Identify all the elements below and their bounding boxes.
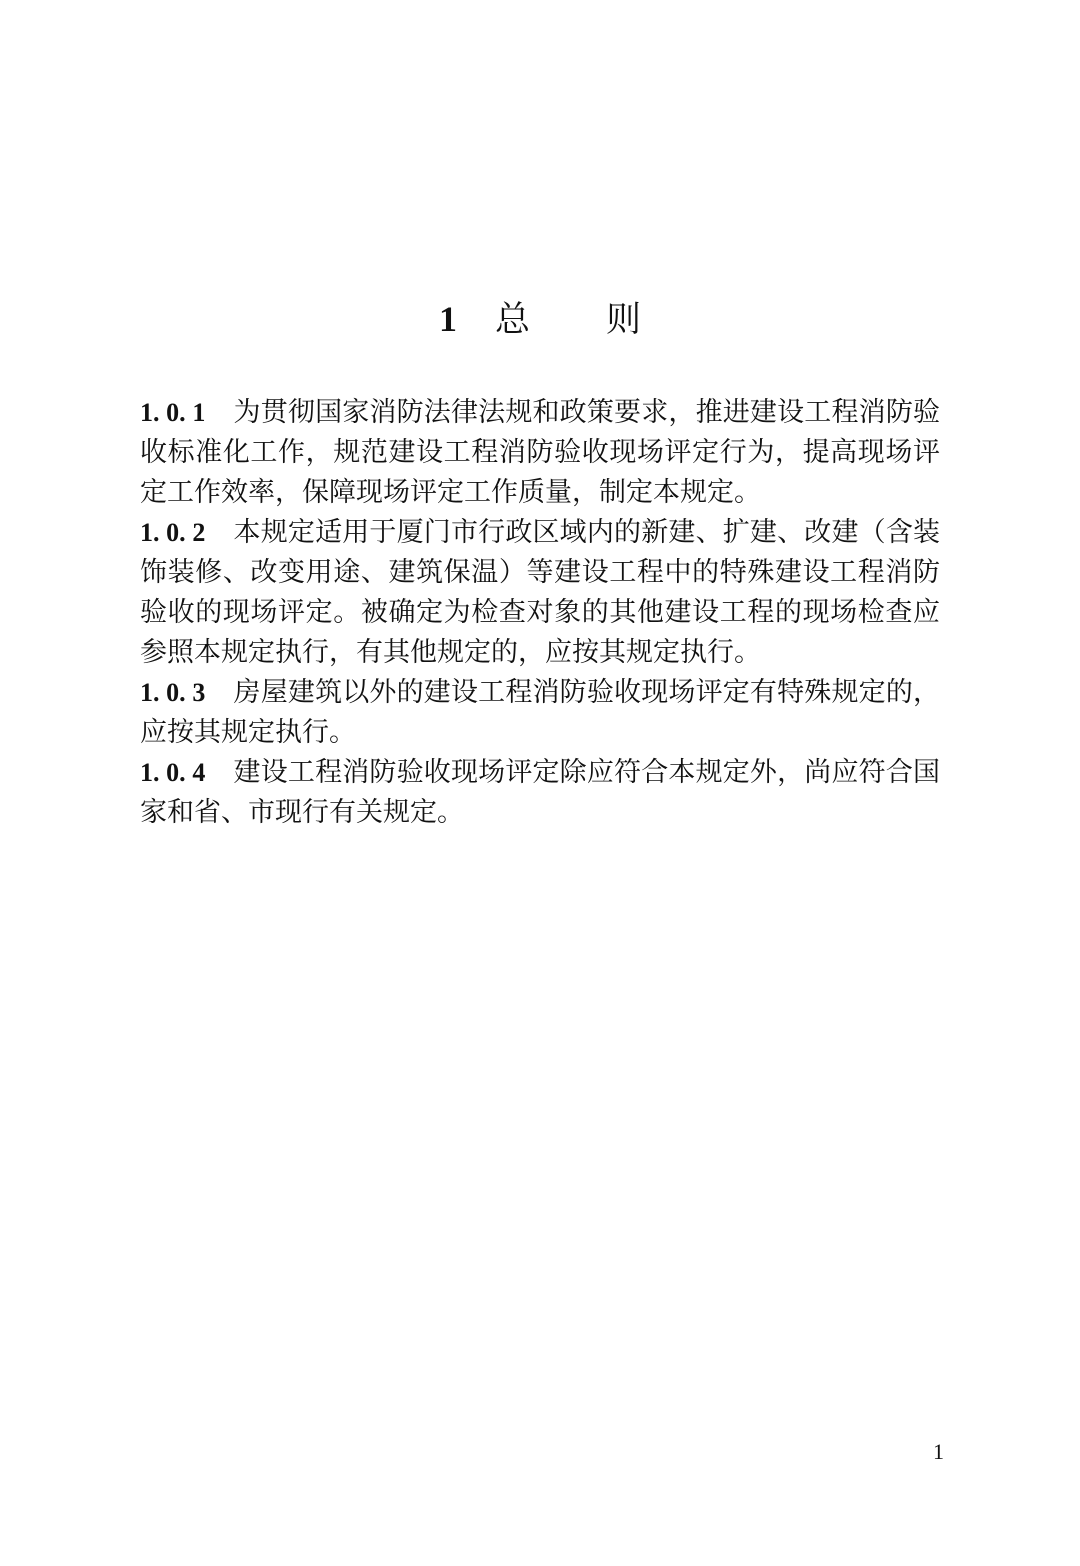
clause-1-0-1 bbox=[140, 393, 940, 513]
chapter-title-word-1: 总 bbox=[494, 300, 530, 340]
clause-1-0-3 bbox=[140, 673, 940, 753]
clause-text: 建设工程消防验收现场评定除应符合本规定外，尚应符合国家和省、市现行有关规定。 bbox=[140, 757, 941, 828]
clause-1-0-2 bbox=[140, 513, 940, 673]
page-number: 1 bbox=[933, 1439, 944, 1464]
clause-number: 1. 0. 4 bbox=[140, 758, 206, 787]
clause-text: 房屋建筑以外的建设工程消防验收现场评定有特殊规定的，应按其规定执行。 bbox=[140, 677, 941, 748]
clause-list bbox=[140, 393, 940, 833]
clause-number: 1. 0. 3 bbox=[140, 678, 206, 707]
chapter-number: 1 bbox=[438, 299, 457, 339]
clause-text: 为贯彻国家消防法律法规和政策要求，推进建设工程消防验收标准化工作，规范建设工程消防验收现场评定行为，提高现场评定工作效率，保障现场评定工作质量，制定本规定。 bbox=[140, 397, 941, 508]
clause-text: 本规定适用于厦门市行政区域内的新建、扩建、改建（含装饰装修、改变用途、建筑保温）等建设工程中的特殊建设工程消防验收的现场评定。被确定为检查对象的其他建设工程的现场检查应参照本规定执行，有其他规定的，应按其规定执行。 bbox=[140, 517, 941, 668]
chapter-title-word-2: 则 bbox=[606, 300, 642, 340]
clause-1-0-4 bbox=[140, 753, 940, 833]
clause-number: 1. 0. 1 bbox=[140, 398, 206, 427]
clause-number: 1. 0. 2 bbox=[140, 518, 206, 547]
chapter-title bbox=[0, 296, 1080, 343]
